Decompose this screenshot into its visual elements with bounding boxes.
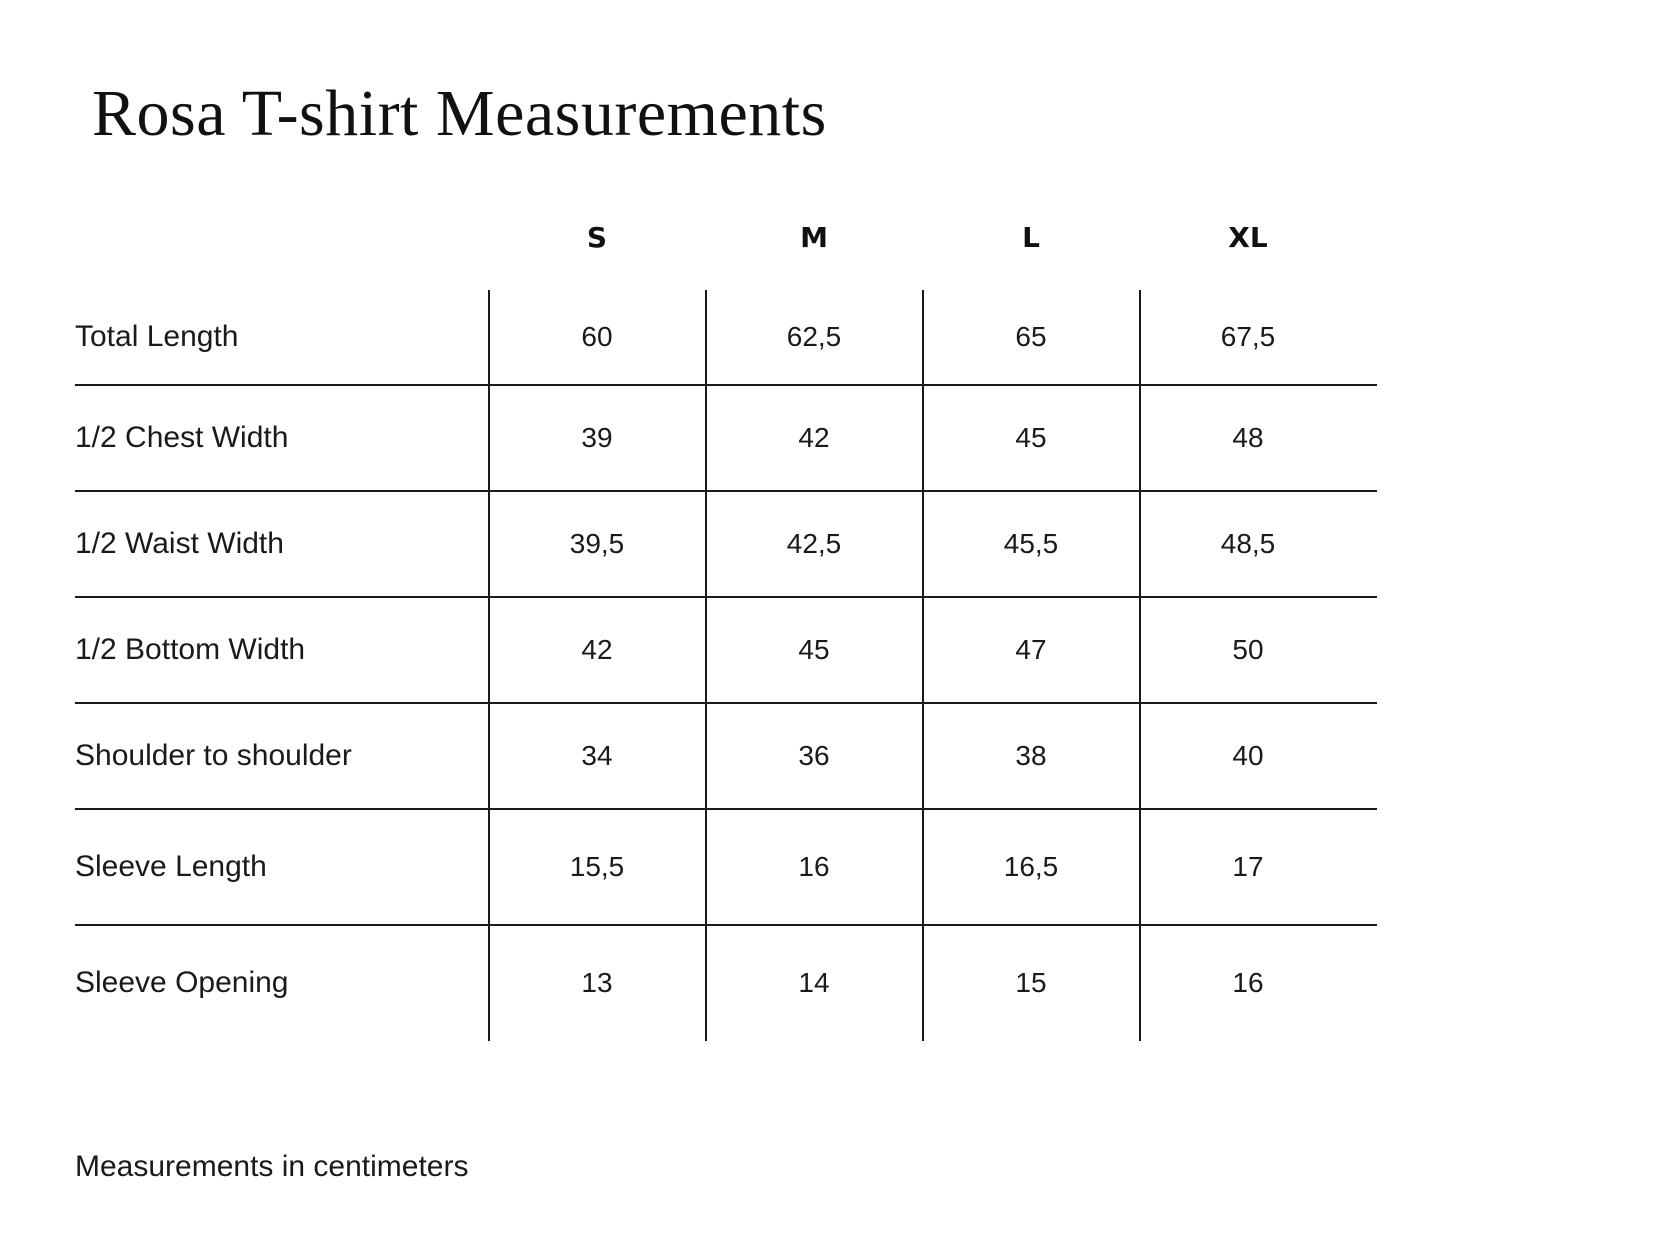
table-row (75, 290, 1377, 384)
measurements-table (75, 290, 1377, 1041)
table-cell: 15,5 (569, 851, 625, 882)
size-header-s: S (586, 221, 608, 254)
row-label-shoulder-to-shoulder: Shoulder to shoulder (75, 739, 352, 772)
table-cell: 15 (1015, 967, 1047, 998)
row-label-waist-width: 1/2 Waist Width (75, 527, 284, 560)
table-cell: 38 (1015, 740, 1047, 771)
units-footnote: Measurements in centimeters (75, 1150, 469, 1183)
row-label-total-length: Total Length (75, 320, 239, 353)
table-cell: 48 (1232, 422, 1264, 453)
table-cell: 16 (798, 851, 830, 882)
table-cell: 14 (798, 967, 830, 998)
table-cell: 62,5 (786, 321, 842, 352)
row-label-bottom-width: 1/2 Bottom Width (75, 633, 306, 666)
table-cell: 65 (1015, 321, 1047, 352)
table-row (75, 925, 1377, 1041)
table-cell: 42 (581, 634, 613, 665)
size-header-xl: XL (1228, 221, 1268, 254)
table-row (75, 385, 1377, 491)
table-cell: 39 (581, 422, 613, 453)
row-label-chest-width: 1/2 Chest Width (75, 421, 289, 454)
table-cell: 60 (581, 321, 613, 352)
table-cell: 42 (798, 422, 830, 453)
table-cell: 45 (1015, 422, 1047, 453)
table-row (75, 491, 1377, 597)
table-cell: 48,5 (1220, 528, 1276, 559)
table-cell: 34 (581, 740, 613, 771)
table-cell: 67,5 (1220, 321, 1276, 352)
table-cell: 42,5 (786, 528, 842, 559)
table-cell: 45 (798, 634, 830, 665)
table-row (75, 703, 1377, 809)
table-cell: 36 (798, 740, 830, 771)
table-cell: 40 (1232, 740, 1264, 771)
size-header-m: M (800, 221, 828, 254)
page-title: Rosa T-shirt Measurements (92, 77, 827, 150)
size-header-l: L (1022, 221, 1040, 254)
row-label-sleeve-length: Sleeve Length (75, 850, 267, 883)
table-cell: 50 (1232, 634, 1264, 665)
table-row (75, 809, 1377, 925)
table-cell: 13 (581, 967, 613, 998)
table-cell: 16,5 (1003, 851, 1059, 882)
table-cell: 17 (1232, 851, 1264, 882)
table-cell: 45,5 (1003, 528, 1059, 559)
table-cell: 47 (1015, 634, 1047, 665)
table-cell: 39,5 (569, 528, 625, 559)
table-cell: 16 (1232, 967, 1264, 998)
row-label-sleeve-opening: Sleeve Opening (75, 966, 289, 999)
table-row (75, 597, 1377, 703)
